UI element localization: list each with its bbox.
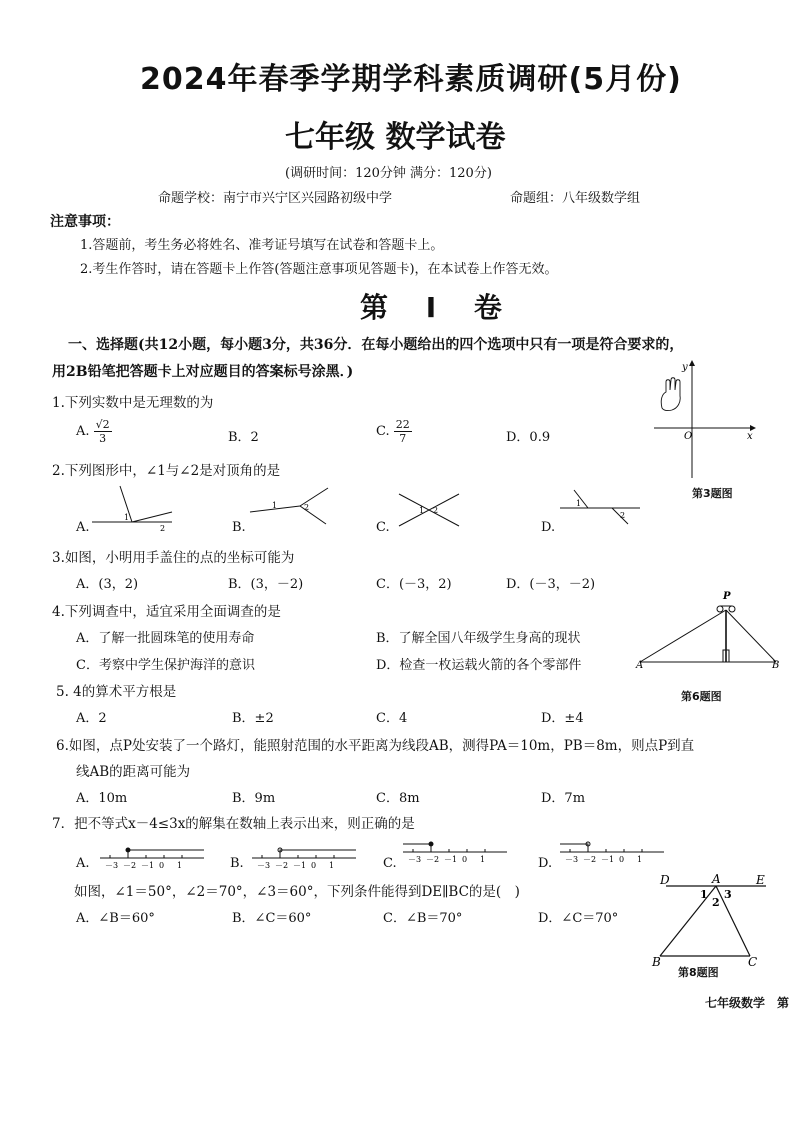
- q2-figure-b: [250, 484, 330, 532]
- q4-stem: 4.下列调查中，适宜采用全面调查的是: [52, 604, 281, 620]
- q1-option-b[interactable]: B．2: [228, 430, 259, 445]
- number-line-tick-label: －2: [123, 861, 137, 870]
- q6-option-b[interactable]: B．9m: [232, 791, 276, 806]
- note-item: 2.考生作答时，请在答题卡上作答(答题注意事项见答题卡)，在本试卷上作答无效。: [80, 262, 558, 277]
- number-line-tick-label: －1: [601, 855, 615, 864]
- svg-text:1: 1: [124, 513, 130, 522]
- exam-info: (调研时间：120分钟 满分：120分): [285, 166, 492, 181]
- q1-option-d[interactable]: D．0.9: [506, 430, 551, 445]
- number-line-tick-label: －3: [257, 861, 271, 870]
- q2-option-b[interactable]: B.: [232, 520, 246, 535]
- fraction: $\frac{√2}{3}$: [95, 418, 110, 445]
- q7-option-d[interactable]: D.: [538, 856, 553, 871]
- q5-option-a[interactable]: A．2: [76, 711, 107, 726]
- q7-number-line-a: [100, 840, 210, 870]
- number-line-tick-label: 0: [311, 861, 317, 870]
- svg-text:2: 2: [160, 524, 166, 533]
- q3-option-b[interactable]: B．(3，－2): [228, 577, 304, 592]
- q6-stem: 6.如图，点P处安装了一个路灯，能照射范围的水平距离为线段AB，测得PA＝10m，PB＝8m，则点P到直: [56, 738, 695, 754]
- number-line-tick-label: －3: [105, 861, 119, 870]
- figure-8-caption: 第8题图: [678, 966, 719, 979]
- q6-option-a[interactable]: A．10m: [76, 791, 128, 806]
- figure-8-triangle: [652, 872, 776, 969]
- svg-text:2: 2: [712, 896, 720, 909]
- svg-text:C: C: [748, 955, 758, 969]
- svg-text:D: D: [660, 873, 670, 887]
- svg-text:1: 1: [576, 499, 582, 508]
- y-axis-label: y: [682, 362, 688, 373]
- page-footer: 七年级数学 第: [705, 996, 790, 1010]
- q6-option-c[interactable]: C．8m: [376, 791, 420, 806]
- number-line-tick-label: －1: [293, 861, 307, 870]
- fraction: $\frac{22}{7}$: [395, 418, 410, 445]
- section-instructions: 一、选择题(共12小题，每小题3分，共36分．在每小题给出的四个选项中只有一项是符合要求的，: [68, 337, 684, 353]
- number-line-tick-label: －3: [565, 855, 579, 864]
- q5-option-d[interactable]: D．±4: [541, 711, 584, 726]
- q2-option-a[interactable]: A.: [76, 520, 90, 535]
- q4-option-d[interactable]: D．检查一枚运载火箭的各个零部件: [376, 658, 582, 673]
- number-line-tick-label: 0: [462, 855, 468, 864]
- q8-option-c[interactable]: C．∠B＝70°: [383, 911, 463, 926]
- origin-label: O: [684, 431, 693, 442]
- figure-3-coordinate-plane: [654, 360, 764, 480]
- q2-option-d[interactable]: D.: [541, 520, 556, 535]
- number-line-tick-label: －2: [583, 855, 597, 864]
- q1-stem: 1.下列实数中是无理数的为: [52, 395, 214, 411]
- number-line-tick-label: －1: [141, 861, 155, 870]
- svg-text:B: B: [772, 660, 780, 671]
- q7-option-c[interactable]: C.: [383, 856, 397, 871]
- q8-option-a[interactable]: A．∠B＝60°: [76, 911, 155, 926]
- number-line-solution-ray: [403, 844, 431, 852]
- q7-option-b[interactable]: B.: [230, 856, 244, 871]
- svg-text:A: A: [636, 660, 644, 671]
- q6-stem-cont: 线AB的距离可能为: [76, 764, 191, 780]
- q3-option-c[interactable]: C．(－3，2): [376, 577, 452, 592]
- number-line-solution-ray: [128, 850, 204, 858]
- q7-number-line-b: [252, 840, 362, 870]
- q2-stem: 2.下列图形中，∠1与∠2是对顶角的是: [52, 463, 281, 479]
- q8-stem: 如图，∠1＝50°，∠2＝70°，∠3＝60°，下列条件能得到DE∥BC的是( ): [74, 884, 520, 900]
- svg-text:P: P: [723, 591, 731, 602]
- svg-text:1: 1: [272, 501, 278, 510]
- svg-text:2: 2: [620, 511, 626, 520]
- q7-stem: 7．把不等式x－4≤3x的解集在数轴上表示出来，则正确的是: [52, 816, 415, 832]
- number-line-tick-label: 0: [619, 855, 625, 864]
- q3-option-d[interactable]: D．(－3，－2): [506, 577, 596, 592]
- q8-option-d[interactable]: D．∠C＝70°: [538, 911, 619, 926]
- svg-text:E: E: [756, 873, 765, 887]
- q5-stem: 5. 4的算术平方根是: [56, 684, 177, 700]
- svg-text:1: 1: [700, 888, 708, 901]
- q7-number-line-d: [560, 834, 670, 864]
- exam-title: 2024年春季学期学科素质调研(5月份): [140, 62, 682, 97]
- q5-option-b[interactable]: B．±2: [232, 711, 274, 726]
- number-line-tick-label: 1: [177, 861, 183, 870]
- number-line-solution-ray: [280, 850, 356, 858]
- svg-text:2: 2: [304, 503, 310, 512]
- number-line-tick-label: 0: [159, 861, 165, 870]
- number-line-tick-label: －2: [275, 861, 289, 870]
- figure-6-caption: 第6题图: [681, 690, 722, 703]
- q3-option-a[interactable]: A．(3，2): [76, 577, 139, 592]
- q4-option-c[interactable]: C．考察中学生保护海洋的意识: [76, 658, 255, 673]
- q7-option-a[interactable]: A.: [76, 856, 90, 871]
- note-item: 1.答题前，考生务必将姓名、准考证号填写在试卷和答题卡上。: [80, 238, 444, 253]
- svg-text:2: 2: [433, 506, 439, 515]
- number-line-tick-label: －3: [408, 855, 422, 864]
- hand-icon: [661, 378, 680, 411]
- svg-text:A: A: [712, 872, 721, 886]
- school-line: 命题学校：南宁市兴宁区兴园路初级中学: [158, 191, 393, 206]
- q2-figure-d: [560, 488, 642, 528]
- q2-option-c[interactable]: C.: [376, 520, 390, 535]
- number-line-tick-label: 1: [637, 855, 643, 864]
- q1-option-a[interactable]: A. $\frac{√2}{3}$: [76, 418, 110, 445]
- q1-option-c[interactable]: C. $\frac{22}{7}$: [376, 418, 410, 445]
- q4-option-a[interactable]: A．了解一批圆珠笔的使用寿命: [76, 631, 255, 646]
- q7-number-line-c: [403, 834, 513, 864]
- q2-figure-c: [395, 490, 465, 530]
- q3-stem: 3.如图，小明用手盖住的点的坐标可能为: [52, 550, 295, 566]
- q6-option-d[interactable]: D．7m: [541, 791, 586, 806]
- group-line: 命题组：八年级数学组: [510, 191, 641, 206]
- notes-heading: 注意事项：: [50, 214, 120, 230]
- section-instructions-cont: 用2B铅笔把答题卡上对应题目的答案标号涂黑．): [52, 364, 354, 380]
- svg-text:3: 3: [724, 888, 732, 901]
- exam-subtitle: 七年级 数学试卷: [285, 120, 506, 155]
- figure-3-caption: 第3题图: [692, 487, 733, 500]
- q5-option-c[interactable]: C．4: [376, 711, 408, 726]
- number-line-tick-label: 1: [480, 855, 486, 864]
- svg-text:B: B: [652, 955, 661, 969]
- x-axis-label: x: [747, 431, 753, 442]
- number-line-solution-ray: [560, 844, 588, 852]
- figure-6-streetlight: [634, 588, 784, 672]
- q8-option-b[interactable]: B．∠C＝60°: [232, 911, 312, 926]
- number-line-tick-label: 1: [329, 861, 335, 870]
- number-line-tick-label: －1: [444, 855, 458, 864]
- q4-option-b[interactable]: B．了解全国八年级学生身高的现状: [376, 631, 581, 646]
- part-heading: 第 Ⅰ 卷: [360, 291, 516, 324]
- svg-text:1: 1: [419, 506, 425, 515]
- q2-figure-a: [92, 484, 174, 532]
- number-line-tick-label: －2: [426, 855, 440, 864]
